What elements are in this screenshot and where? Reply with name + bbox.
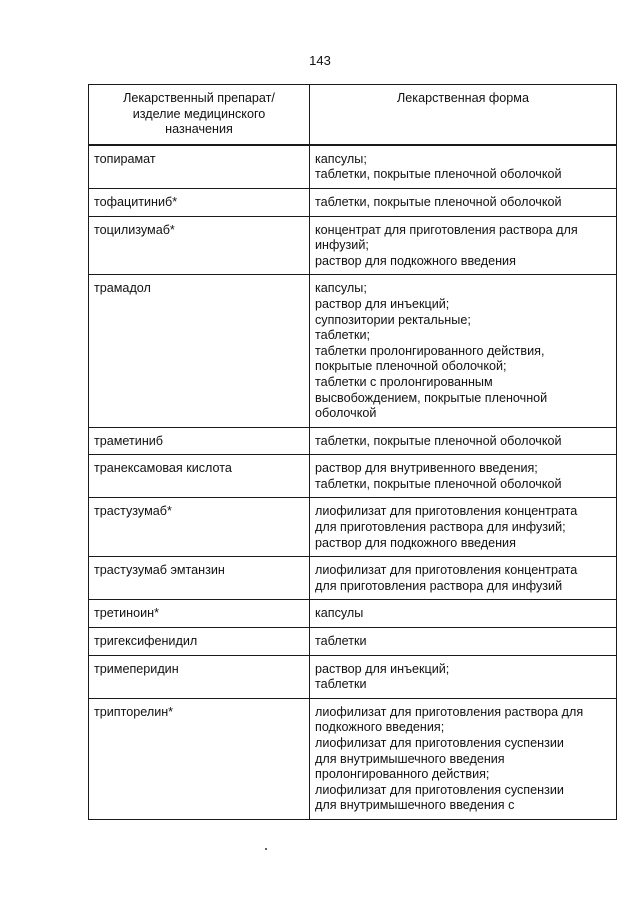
drug-name: трипторелин* xyxy=(94,704,174,719)
dosage-form-line: капсулы; xyxy=(315,151,367,166)
page-speck xyxy=(265,848,267,850)
dosage-form-line: лиофилизат для приготовления концентрата xyxy=(315,504,578,519)
dosage-form-cell xyxy=(310,216,617,275)
table-header-row xyxy=(89,85,617,145)
dosage-form-cell xyxy=(310,600,617,628)
dosage-form-line: раствор для инъекций; xyxy=(315,296,450,311)
dosage-form-cell xyxy=(310,145,617,189)
dosage-form-line: покрытые пленочной оболочкой; xyxy=(315,359,507,374)
dosage-form-line: раствор для подкожного введения xyxy=(315,253,516,268)
dosage-form-line: суппозитории ректальные; xyxy=(315,312,471,327)
table-row xyxy=(89,216,617,275)
dosage-form-line: для приготовления раствора для инфузий; xyxy=(315,520,566,535)
dosage-form-cell xyxy=(310,628,617,656)
drug-name: тофацитиниб* xyxy=(94,194,178,209)
dosage-form-line: таблетки пролонгированного действия, xyxy=(315,343,545,358)
dosage-form-cell xyxy=(310,655,617,698)
dosage-form-cell xyxy=(310,498,617,557)
dosage-form-cell xyxy=(310,557,617,600)
dosage-form-line: капсулы xyxy=(315,606,364,621)
drug-name-cell xyxy=(89,655,310,698)
drug-name: трастузумаб эмтанзин xyxy=(94,563,225,578)
dosage-form-cell xyxy=(310,275,617,427)
dosage-form-line: лиофилизат для приготовления концентрата xyxy=(315,563,578,578)
header-drug-line: Лекарственный препарат/ xyxy=(123,91,275,105)
dosage-form-line: таблетки; xyxy=(315,328,371,343)
dosage-form-cell xyxy=(310,427,617,455)
drug-name-cell xyxy=(89,600,310,628)
header-drug-line: изделие медицинского xyxy=(132,106,266,121)
dosage-form-line: таблетки, покрытые пленочной оболочкой xyxy=(315,433,562,448)
drug-name-cell xyxy=(89,145,310,189)
header-drug-line: назначения xyxy=(165,122,233,137)
drug-name-cell xyxy=(89,188,310,216)
dosage-form-line: для внутримышечного введения с xyxy=(315,798,515,813)
drug-name-cell xyxy=(89,628,310,656)
dosage-form-cell xyxy=(310,698,617,819)
drug-name-cell xyxy=(89,275,310,427)
drug-name: третиноин* xyxy=(94,606,160,621)
dosage-form-line: для приготовления раствора для инфузий xyxy=(315,578,563,593)
dosage-form-line: лиофилизат для приготовления раствора для xyxy=(315,704,584,719)
dosage-form-line: инфузий; xyxy=(315,238,369,253)
dosage-form-line: высвобождением, покрытые пленочной xyxy=(315,390,548,405)
page-number: 143 xyxy=(309,53,331,68)
drug-name: топирамат xyxy=(94,151,156,166)
dosage-form-line: таблетки, покрытые пленочной оболочкой xyxy=(315,167,562,182)
dosage-form-line: пролонгированного действия; xyxy=(315,767,490,782)
header-form-line: Лекарственная форма xyxy=(397,91,529,105)
table-row xyxy=(89,275,617,427)
dosage-form-line: таблетки xyxy=(315,677,367,692)
table-row xyxy=(89,145,617,189)
drug-name: тригексифенидил xyxy=(94,634,198,649)
drug-name: тримеперидин xyxy=(94,661,179,676)
dosage-form-line: таблетки с пролонгированным xyxy=(315,374,493,389)
dosage-form-line: раствор для внутривенного введения; xyxy=(315,461,538,476)
dosage-form-line: концентрат для приготовления раствора для xyxy=(315,222,578,237)
dosage-form-line: таблетки xyxy=(315,634,367,649)
drug-name-cell xyxy=(89,698,310,819)
medication-table xyxy=(88,84,617,820)
dosage-form-line: подкожного введения; xyxy=(315,720,445,735)
drug-name-cell xyxy=(89,557,310,600)
drug-name: транексамовая кислота xyxy=(94,461,232,476)
dosage-form-line: раствор для инъекций; xyxy=(315,661,450,676)
table-row xyxy=(89,188,617,216)
dosage-form-line: лиофилизат для приготовления суспензии xyxy=(315,736,564,750)
drug-name: траметиниб xyxy=(94,433,164,448)
dosage-form-line: таблетки, покрытые пленочной оболочкой xyxy=(315,476,562,491)
table-row xyxy=(89,427,617,455)
dosage-form-line: раствор для подкожного введения xyxy=(315,535,516,550)
table-row xyxy=(89,655,617,698)
dosage-form-cell xyxy=(310,188,617,216)
table-row xyxy=(89,600,617,628)
table-row xyxy=(89,628,617,656)
drug-name: тоцилизумаб* xyxy=(94,222,175,237)
dosage-form-line: таблетки, покрытые пленочной оболочкой xyxy=(315,194,562,209)
table-row xyxy=(89,455,617,498)
table-row xyxy=(89,498,617,557)
drug-name: трастузумаб* xyxy=(94,504,172,519)
table-row xyxy=(89,698,617,819)
drug-name-cell xyxy=(89,498,310,557)
dosage-form-line: лиофилизат для приготовления суспензии xyxy=(315,782,564,797)
dosage-form-line: для внутримышечного введения xyxy=(315,751,505,766)
dosage-form-line: капсулы; xyxy=(315,281,367,296)
dosage-form-cell xyxy=(310,455,617,498)
drug-name-cell xyxy=(89,427,310,455)
header-drug-name xyxy=(89,85,310,145)
header-dosage-form xyxy=(310,85,617,145)
drug-name: трамадол xyxy=(94,281,151,296)
table-row xyxy=(89,557,617,600)
drug-name-cell xyxy=(89,455,310,498)
drug-name-cell xyxy=(89,216,310,275)
dosage-form-line: оболочкой xyxy=(315,406,377,421)
